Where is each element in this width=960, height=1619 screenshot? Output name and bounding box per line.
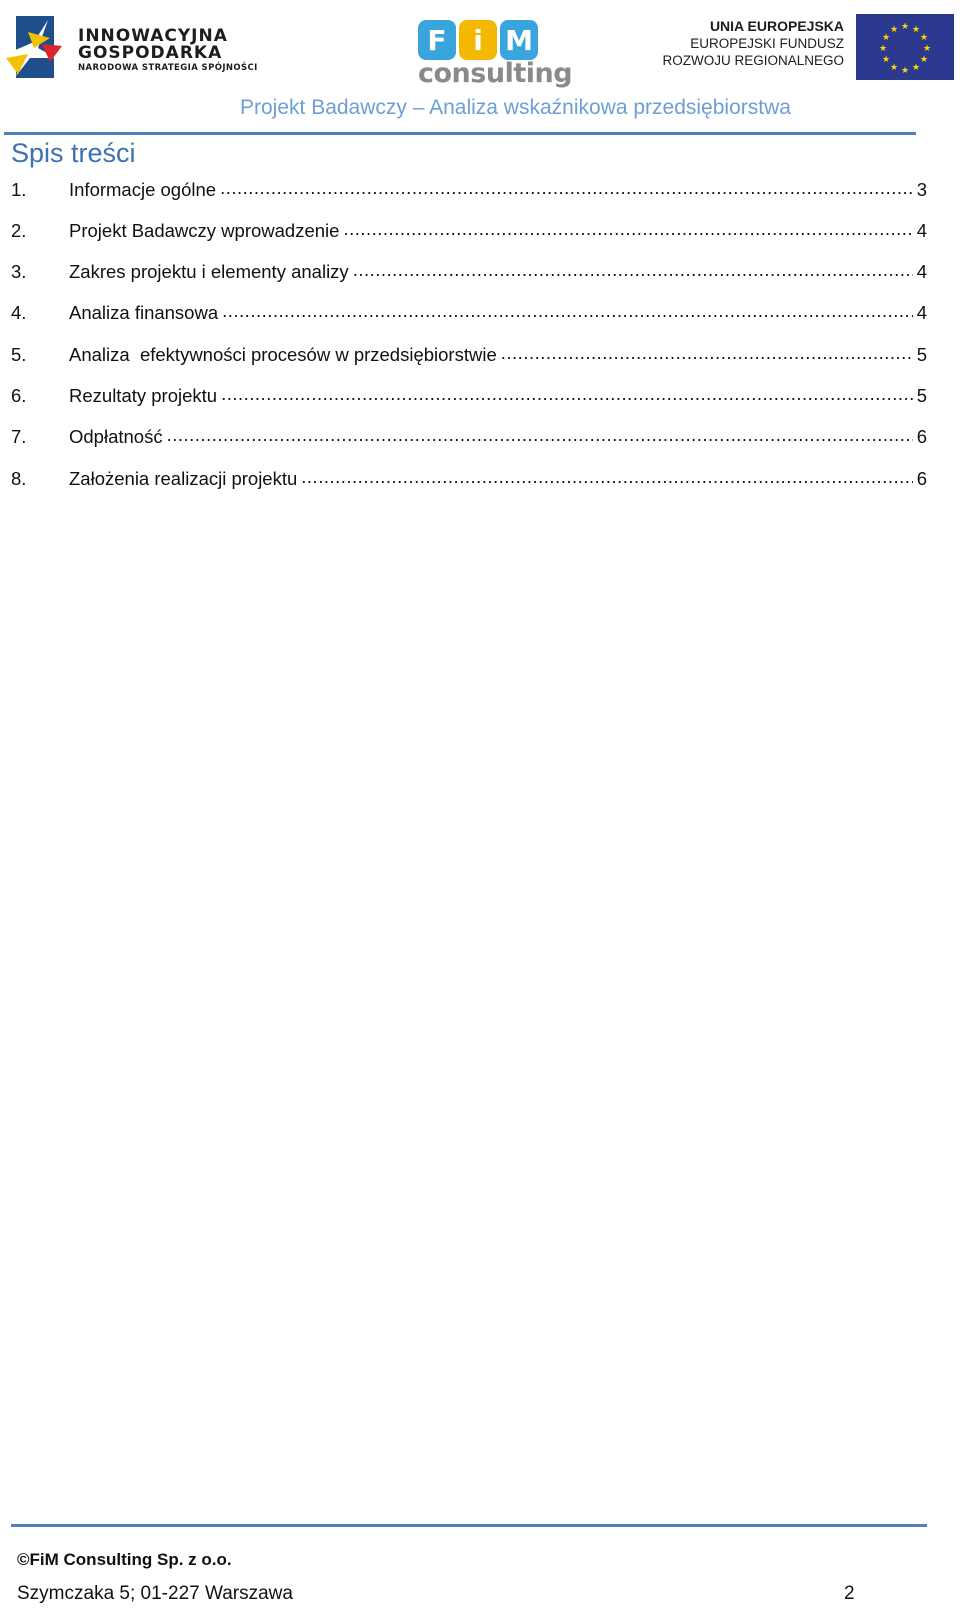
svg-text:★: ★ [911, 25, 921, 35]
toc-item-page[interactable]: 6 [916, 467, 927, 489]
toc-item-page[interactable]: 5 [916, 384, 927, 406]
toc-item-page[interactable]: 3 [916, 178, 927, 200]
toc-item-leader [343, 218, 913, 237]
svg-text:★: ★ [911, 63, 921, 73]
table-of-contents [11, 177, 927, 507]
toc-item-page[interactable]: 4 [916, 261, 927, 283]
svg-text:★: ★ [922, 44, 932, 54]
eu-flag-icon [856, 14, 954, 80]
toc-item-number: 6. [11, 384, 27, 406]
footer-divider [11, 1524, 927, 1527]
toc-item-leader [220, 177, 913, 196]
running-title: Projekt Badawczy – Analiza wskaźnikowa przedsiębiorstwa [240, 96, 791, 119]
ig-logo-line1: INNOWACYJNA [78, 26, 228, 46]
eu-logo-line1: UNIA EUROPEJSKA [709, 18, 844, 34]
toc-item-title[interactable]: Analiza finansowa [69, 302, 219, 324]
eu-logo [662, 14, 954, 80]
fim-tile-m: M [500, 20, 538, 60]
star-emblem-icon [4, 14, 74, 80]
footer-company: ©FiM Consulting Sp. z o.o. [17, 1550, 232, 1569]
toc-item-leader [167, 425, 913, 444]
eu-logo-line2: EUROPEJSKI FUNDUSZ [690, 36, 844, 51]
svg-text:★: ★ [889, 63, 899, 73]
ig-logo-line3: NARODOWA STRATEGIA SPÓJNOŚCI [78, 63, 258, 73]
toc-item-title[interactable]: Zakres projektu i elementy analizy [69, 261, 349, 283]
toc-item-leader [353, 260, 913, 279]
toc-item-title[interactable]: Analiza efektywności procesów w przedsiębiorstwie [69, 343, 497, 365]
svg-text:★: ★ [881, 55, 891, 65]
toc-item-number: 7. [11, 426, 27, 448]
eu-logo-text [662, 18, 844, 69]
ig-logo-text [78, 28, 258, 74]
toc-item-leader [221, 383, 913, 402]
ig-logo-line2: GOSPODARKA [78, 43, 223, 63]
toc-item-leader [222, 301, 913, 320]
fim-logo-word: consulting [418, 58, 573, 89]
toc-item-title[interactable]: Projekt Badawczy wprowadzenie [69, 219, 340, 241]
toc-item[interactable] [11, 383, 927, 424]
toc-item[interactable] [11, 301, 927, 342]
svg-text:★: ★ [900, 22, 910, 32]
svg-text:★: ★ [889, 25, 899, 35]
svg-text:★: ★ [900, 66, 910, 76]
svg-text:★: ★ [881, 33, 891, 43]
toc-item-page[interactable]: 5 [916, 343, 927, 365]
toc-item-number: 8. [11, 467, 27, 489]
toc-item-number: 2. [11, 219, 27, 241]
svg-text:★: ★ [878, 44, 888, 54]
fim-tile-f: F [418, 20, 456, 60]
fim-tiles [418, 20, 548, 60]
toc-item-title[interactable]: Odpłatność [69, 426, 163, 448]
toc-item-page[interactable]: 6 [916, 426, 927, 448]
svg-text:★: ★ [919, 55, 929, 65]
toc-heading: Spis treści [11, 138, 136, 168]
fim-consulting-logo [418, 20, 573, 98]
toc-item-leader [301, 466, 913, 485]
svg-text:★: ★ [919, 33, 929, 43]
toc-item-number: 5. [11, 343, 27, 365]
toc-item-leader [501, 342, 913, 361]
toc-item[interactable] [11, 425, 927, 466]
footer-page-number: 2 [844, 1583, 855, 1604]
footer-address: Szymczaka 5; 01-227 Warszawa [17, 1583, 293, 1604]
toc-item-title[interactable]: Założenia realizacji projektu [69, 467, 298, 489]
toc-item-page[interactable]: 4 [916, 302, 927, 324]
toc-item-title[interactable]: Informacje ogólne [69, 178, 217, 200]
toc-item-number: 3. [11, 261, 27, 283]
toc-item[interactable] [11, 466, 927, 507]
fim-tile-i: i [459, 20, 497, 60]
header-divider [4, 132, 916, 135]
toc-item-title[interactable]: Rezultaty projektu [69, 384, 218, 406]
toc-item[interactable] [11, 342, 927, 383]
toc-item-number: 4. [11, 302, 27, 324]
toc-item[interactable] [11, 260, 927, 301]
toc-item[interactable] [11, 177, 927, 218]
toc-item-page[interactable]: 4 [916, 219, 927, 241]
eu-logo-line3: ROZWOJU REGIONALNEGO [662, 53, 844, 68]
toc-item[interactable] [11, 218, 927, 259]
innowacyjna-gospodarka-logo [4, 14, 284, 80]
toc-item-number: 1. [11, 178, 27, 200]
